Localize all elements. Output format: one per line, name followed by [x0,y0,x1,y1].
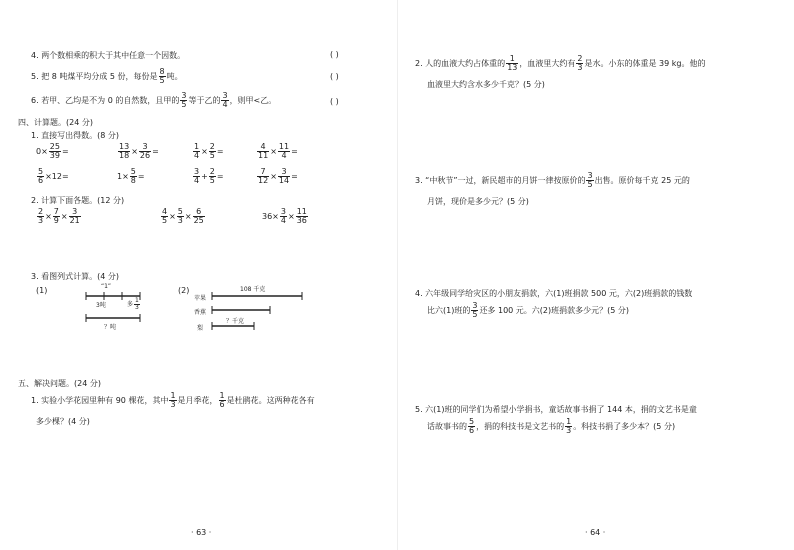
figure-2-total: 108 千克 [240,286,266,293]
problem-1: 1. 实验小学花园里种有 90 棵花，其中 $\frac{1}{3}$ 是月季花， $\frac{1}{6}$ 是杜鹃花。这两种花各有 [31,391,315,409]
problem-4: 4. 六年级同学给灾区的小朋友捐款，六(1)班捐款 500 元，六(2)班捐款的钱数 [415,289,693,298]
page-number-left: · 63 · [191,528,212,537]
figure-1-left: 3吨 [96,302,106,309]
subsection-4-3: 3. 看图列式计算。(4 分) [31,272,120,281]
problem-2-line2: 血液里大约含水多少千克？(5 分) [427,80,545,89]
figure-2-question: ？千克 [226,318,245,325]
figure-1-top: “1” [101,283,112,290]
calc2-item: $\frac{4}{5}$ × $\frac{5}{3}$ × $\frac{6}{25}$ [162,207,204,225]
problem-4-line2: 比六(1)班的 $\frac{3}{5}$ 还多 100 元。六(2)班捐款多少元？(5 分) [427,301,629,319]
question-4: 4. 两个数相乘的积大于其中任意一个因数。 [31,51,186,60]
figure-2-row-pear: 梨 [197,325,204,332]
calc-item: $\frac{5}{6}$ ×12= [38,167,69,185]
calc2-item: 36× $\frac{3}{4}$ × $\frac{11}{36}$ [262,207,307,225]
problem-5: 5. 六(1)班的同学们为希望小学捐书，童话故事书捐了 144 本，捐的文艺书是童 [415,405,697,414]
figure-2-label: (2) [178,286,190,295]
page-divider [397,0,398,550]
figure-2-row-banana: 香蕉 [194,309,207,316]
figure-2-row-apple: 苹果 [194,295,207,302]
problem-1-line2: 多少棵？(4 分) [36,417,90,426]
calc2-item: $\frac{2}{3}$ × $\frac{7}{9}$ × $\frac{3}{21}$ [38,207,80,225]
calc-item: $\frac{3}{4}$ + $\frac{2}{5}$ = [194,167,224,185]
question-6: 6. 若甲、乙均是不为 0 的自然数，且甲的 $\frac{3}{5}$ 等于乙的 $\frac{3}{4}$ ，则甲<乙。 [31,91,277,109]
answer-paren-6[interactable]: ( ) [330,97,339,106]
figure-1-more: 多 $\frac{1}{3}$ [127,297,139,311]
subsection-4-1: 1. 直接写出得数。(8 分) [31,131,120,140]
calc-item: $\frac{13}{18}$ × $\frac{3}{26}$ = [119,142,159,160]
page-number-right: · 64 · [585,528,606,537]
calc-item: $\frac{7}{12}$ × $\frac{3}{14}$ = [258,167,298,185]
problem-3: 3. “中秋节”一过，新民超市的月饼一律按原价的 $\frac{3}{5}$ 出售。原价每千克 25 元的 [415,171,690,189]
section-5-heading: 五、解决问题。(24 分) [18,379,101,388]
subsection-4-2: 2. 计算下面各题。(12 分) [31,196,125,205]
figure-1-label: (1) [36,286,48,295]
calc-item: 0× $\frac{25}{39}$ = [36,142,69,160]
answer-paren-5[interactable]: ( ) [330,72,339,81]
calc-item: $\frac{1}{4}$ × $\frac{2}{5}$ = [194,142,224,160]
answer-paren-4[interactable]: ( ) [330,50,339,59]
problem-5-line2: 话故事书的 $\frac{5}{6}$ ，捐的科技书是文艺书的 $\frac{1}{3}$ 。科技书捐了多少本？(5 分) [427,417,676,435]
calc-item: $\frac{4}{11}$ × $\frac{11}{4}$ = [258,142,298,160]
problem-3-line2: 月饼，现价是多少元？(5 分) [427,197,529,206]
figure-1-question: ？吨 [104,324,117,331]
calc-item: 1× $\frac{5}{8}$ = [117,167,145,185]
question-5: 5. 把 8 吨煤平均分成 5 份，每份是 $\frac{8}{5}$ 吨。 [31,67,183,85]
problem-2: 2. 人的血液大约占体重的 $\frac{1}{13}$ ，血液里大约有 $\frac{2}{3}$ 是水。小东的体重是 39 kg。他的 [415,54,706,72]
section-4-heading: 四、计算题。(24 分) [18,118,93,127]
